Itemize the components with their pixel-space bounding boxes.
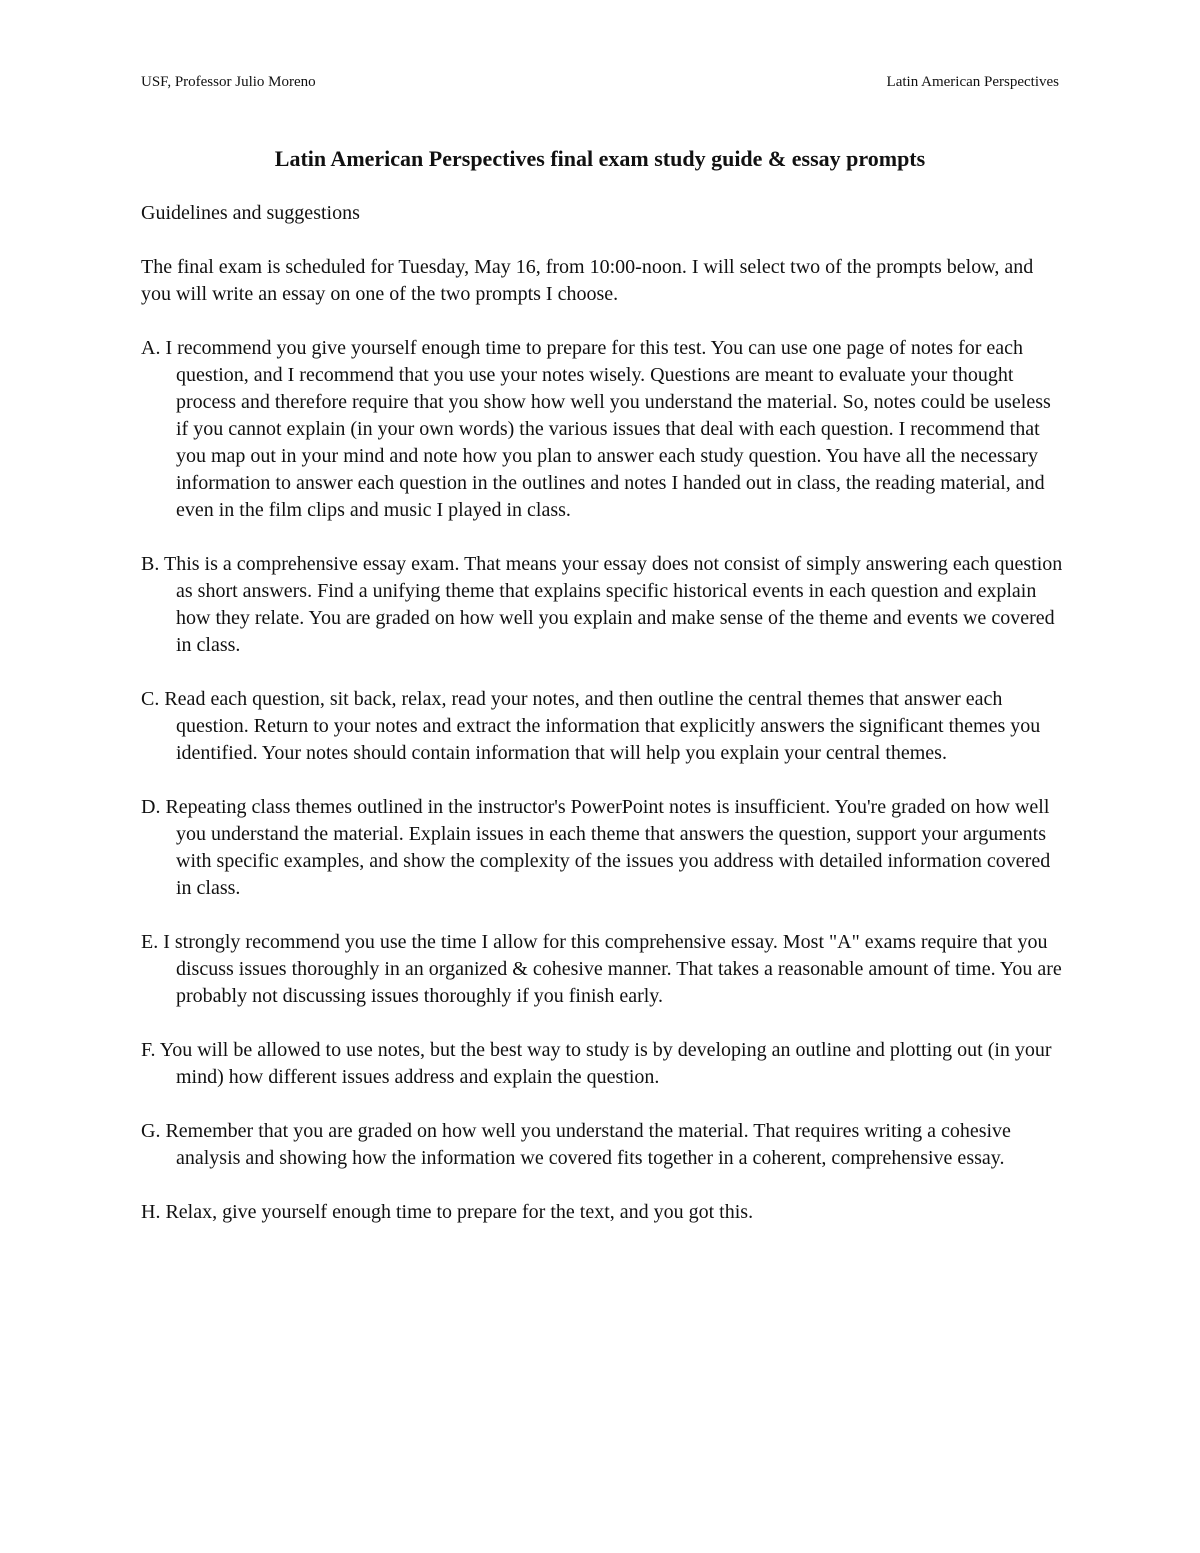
list-item-f [141, 1037, 1066, 1091]
list-item-letter: H. [141, 1201, 161, 1223]
header-right: Latin American Perspectives [886, 74, 1059, 90]
list-item-text: Repeating class themes outlined in the instructor's PowerPoint notes is insufficient. You're graded on how well you understand the material. Explain issues in each theme that answers the question, support your arguments with specific examples, and show the complexity of the issues you address with detailed information covered in class. [165, 796, 1051, 899]
list-item-letter: C. [141, 688, 160, 710]
list-item-a [141, 335, 1066, 524]
list-item-letter: A. [141, 337, 161, 359]
list-item-e [141, 929, 1066, 1010]
list-item-c [141, 686, 1066, 767]
list-item-text: I recommend you give yourself enough time to prepare for this test. You can use one page of notes for each question, and I recommend that you use your notes wisely. Questions are meant to evaluate your thought process and therefore require that you show how well you understand the material. So, notes could be useless if you cannot explain (in your own words) the various issues that deal with each question. I recommend that you map out in your mind and note how you plan to answer each study question. You have all the necessary information to answer each question in the outlines and notes I handed out in class, the reading material, and even in the film clips and music I played in class. [165, 337, 1051, 521]
list-item-text: You will be allowed to use notes, but the best way to study is by developing an outline and plotting out (in your mind) how different issues address and explain the question. [159, 1039, 1052, 1088]
list-item-letter: B. [141, 553, 160, 575]
list-item-d [141, 794, 1066, 902]
intro-paragraph: The final exam is scheduled for Tuesday, May 16, from 10:00-noon. I will select two of the prompts below, and you will write an essay on one of the two prompts I choose. [141, 256, 1034, 305]
subheading: Guidelines and suggestions [141, 202, 360, 224]
list-item-letter: G. [141, 1120, 161, 1142]
list-item-text: This is a comprehensive essay exam. That means your essay does not consist of simply answering each question as short answers. Find a unifying theme that explains specific historical events in each question and explain how they relate. You are graded on how well you explain and make sense of the theme and events we covered in class. [163, 553, 1063, 656]
list-item-text: Read each question, sit back, relax, read your notes, and then outline the central themes that answer each question. Return to your notes and extract the information that explicitly answers the significant themes you identified. Your notes should contain information that will help you explain your central themes. [164, 688, 1041, 764]
list-item-letter: E. [141, 931, 159, 953]
list-item-text: Relax, give yourself enough time to prepare for the text, and you got this. [165, 1201, 754, 1223]
list-item-h [141, 1199, 1066, 1226]
list-item-b [141, 551, 1066, 659]
list-item-letter: D. [141, 796, 161, 818]
document-title: Latin American Perspectives final exam study guide & essay prompts [274, 146, 926, 171]
list-item-text: Remember that you are graded on how well you understand the material. That requires writing a cohesive analysis and showing how the information we covered fits together in a coherent, comprehensive essay. [165, 1120, 1011, 1169]
list-item-g [141, 1118, 1066, 1172]
document-body [141, 200, 1066, 1253]
list-item-text: I strongly recommend you use the time I allow for this comprehensive essay. Most "A" exams require that you discuss issues thoroughly in an organized & cohesive manner. That takes a reasonable amount of time. You are probably not discussing issues thoroughly if you finish early. [163, 931, 1062, 1007]
header-left: USF, Professor Julio Moreno [141, 74, 316, 90]
list-item-letter: F. [141, 1039, 156, 1061]
